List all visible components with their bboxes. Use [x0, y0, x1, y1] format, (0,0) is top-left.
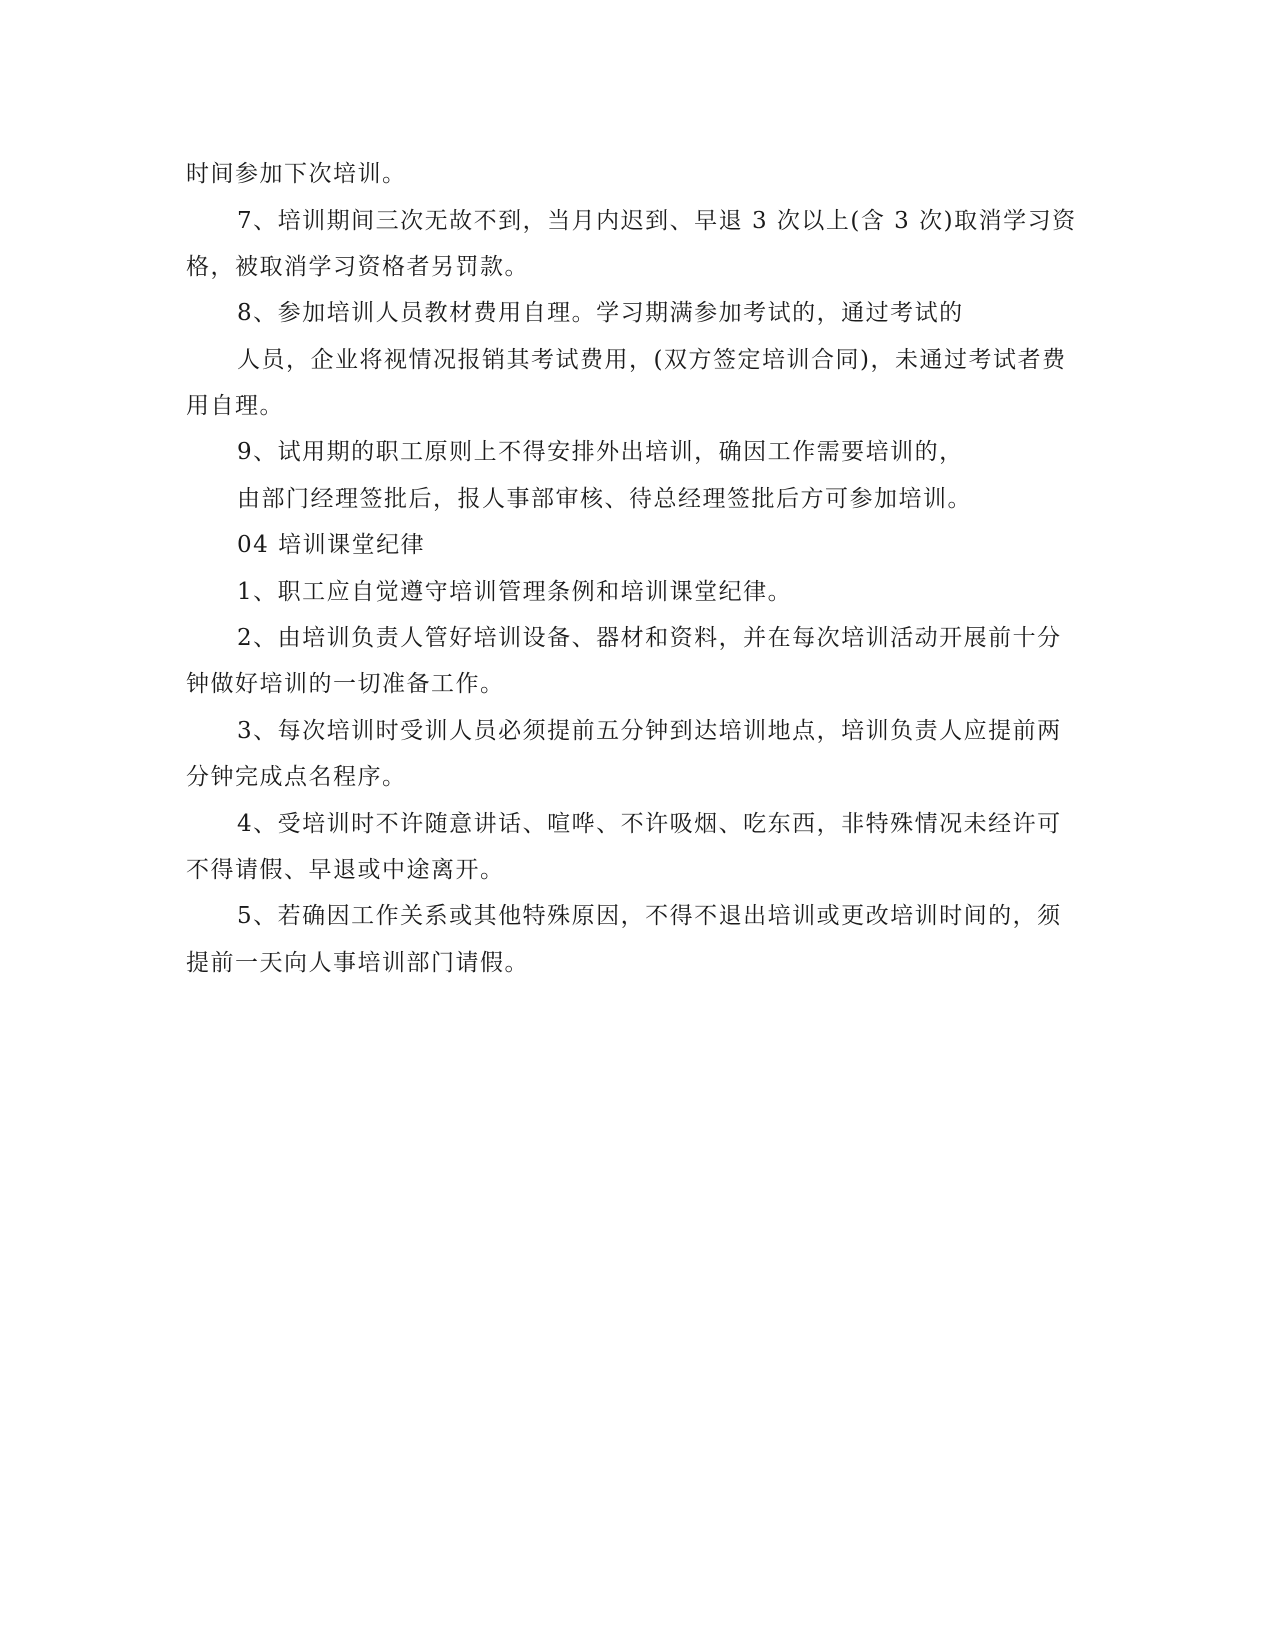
- text-line: 时间参加下次培训。: [186, 161, 407, 187]
- text-line: 提前一天向人事培训部门请假。: [186, 950, 529, 976]
- text-line: 9、试用期的职工原则上不得安排外出培训，确因工作需要培训的，: [237, 439, 964, 465]
- text-line: 4、受培训时不许随意讲话、喧哗、不许吸烟、吃东西，非特殊情况未经许可: [237, 811, 1062, 837]
- text-line: 由部门经理签批后，报人事部审核、待总经理签批后方可参加培训。: [237, 486, 972, 512]
- text-line: 不得请假、早退或中途离开。: [186, 857, 505, 883]
- text-line: 5、若确因工作关系或其他特殊原因，不得不退出培训或更改培训时间的，须: [237, 903, 1062, 929]
- text-line: 1、职工应自觉遵守培训管理条例和培训课堂纪律。: [237, 579, 793, 605]
- text-line: 7、培训期间三次无故不到，当月内迟到、早退 3 次以上(含 3 次)取消学习资: [237, 208, 1077, 234]
- section-heading: 04 培训课堂纪律: [237, 532, 426, 558]
- text-line: 分钟完成点名程序。: [186, 764, 407, 790]
- text-line: 8、参加培训人员教材费用自理。学习期满参加考试的，通过考试的: [237, 300, 964, 326]
- text-line: 用自理。: [186, 393, 284, 419]
- text-line: 3、每次培训时受训人员必须提前五分钟到达培训地点，培训负责人应提前两: [237, 718, 1062, 744]
- text-line: 人员，企业将视情况报销其考试费用，(双方签定培训合同)，未通过考试者费: [237, 347, 1067, 373]
- text-line: 2、由培训负责人管好培训设备、器材和资料，并在每次培训活动开展前十分: [237, 625, 1062, 651]
- text-line: 格，被取消学习资格者另罚款。: [186, 254, 529, 280]
- text-line: 钟做好培训的一切准备工作。: [186, 671, 505, 697]
